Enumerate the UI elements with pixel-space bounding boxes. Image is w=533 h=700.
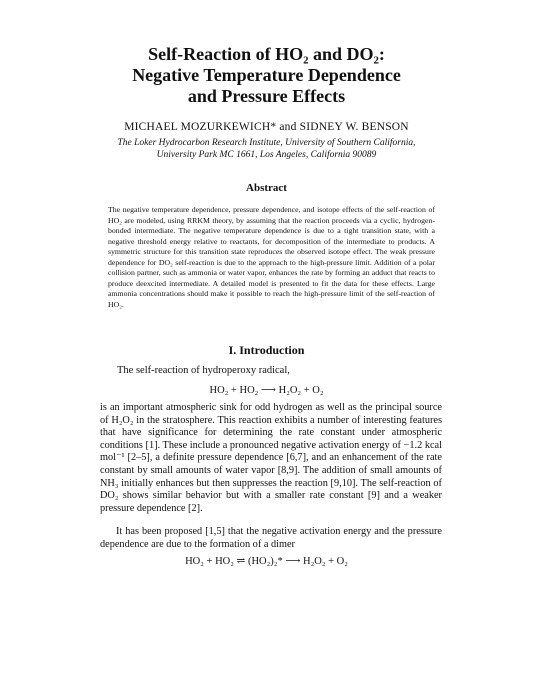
title-line-1: Self-Reaction of HO₂ and DO₂: — [148, 44, 385, 64]
introduction-heading: I. Introduction — [228, 343, 305, 357]
author-list: MICHAEL MOZURKEWICH* and SIDNEY W. BENSON — [124, 121, 409, 133]
title-line-3: and Pressure Effects — [187, 86, 346, 106]
intro-paragraph-1: The self-reaction of hydroperoxy radical, — [117, 365, 290, 376]
equation-2: HO₂ + HO₂ ⇌ (HO₂)₂* ⟶ H₂O₂ + O₂ — [185, 556, 348, 567]
title-line-2: Negative Temperature Dependence — [132, 65, 401, 85]
paper-title — [0, 44, 533, 107]
intro-paragraph-2: is an important atmospheric sink for odd hydrogen as well as the principal source of H₂O₂ in the stratosphere. This reaction exhibits a number of interesting features that have significance for determining the rate constant under atmospheric conditions [1]. These include a pronounced negative activation energy of −1.2 kcal mol⁻¹ [2–5], a definite pressure dependence [6,7], and an enhancement of the rate constant by small amounts of water vapor [8,9]. The addition of small amounts of NH₃ initially enhances but then suppresses the reaction [9,10]. The self-reaction of DO₂ shows similar behavior but with a smaller rate constant [9] and a weaker pressure dependence [2]. — [100, 402, 442, 514]
abstract-heading: Abstract — [246, 182, 287, 194]
affiliation — [0, 137, 533, 161]
intro-paragraph-3 — [100, 526, 442, 551]
affiliation-line-2: University Park MC 1661, Los Angeles, California 90089 — [156, 150, 377, 160]
abstract-body: The negative temperature dependence, pressure dependence, and isotope effects of the self-reaction of HO₂ are modeled, using RRKM theory, by assuming that the reaction proceeds via a cyclic, hydrogen-bonded intermediate. The negative temperature dependence is due to a tight transition state, with a negative threshold energy relative to reactants, for decomposition of the intermediate to products. A symmetric structure for this transition state reproduces the observed isotope effect. The weak pressure dependence for DO₂ self-reaction is due to the approach to the high-pressure limit. Addition of a polar collision partner, such as ammonia or water vapor, enhances the rate by forming an adduct that reacts to produce deexcited intermediate. A detailed model is presented to fit the data for these effects. Large ammonia concentrations should make it possible to reach the high-pressure limit of the self-reaction of HO₂. — [108, 205, 435, 309]
equation-1: HO₂ + HO₂ ⟶ H₂O₂ + O₂ — [209, 385, 324, 396]
affiliation-line-1: The Loker Hydrocarbon Research Institute, University of Southern California, — [117, 138, 416, 148]
intro-paragraph-3-text: It has been proposed [1,5] that the negative activation energy and the pressure dependence are due to the formation of a dimer — [100, 526, 442, 550]
